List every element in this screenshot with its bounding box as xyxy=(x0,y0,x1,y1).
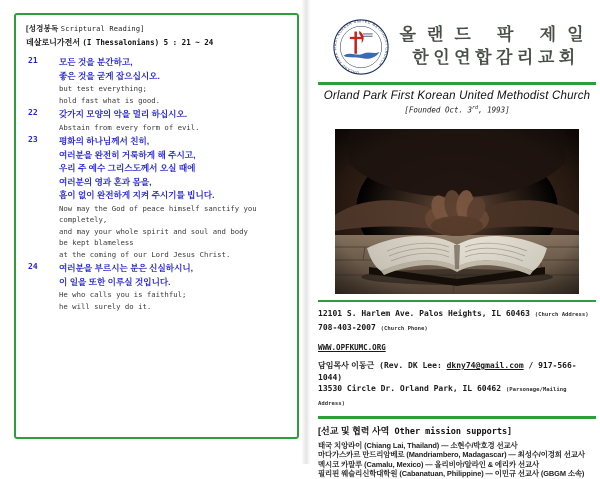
pastor-name-korean: 담임목사 이동근 xyxy=(318,361,375,370)
cover-photo xyxy=(335,129,579,294)
scripture-reference xyxy=(26,37,289,48)
verse-body xyxy=(59,108,289,133)
page-fold-divider xyxy=(302,0,310,464)
green-rule-top xyxy=(318,82,596,85)
verse-number: 24 xyxy=(28,262,38,271)
church-phone: 708-403-2007 xyxy=(318,322,381,332)
missions-list xyxy=(318,441,596,479)
church-name-korean-line1: 올랜드 팍 제일 xyxy=(399,25,595,44)
verse-english-line: and may your whole spirit and soul and body xyxy=(59,226,248,236)
scripture-page xyxy=(14,13,299,439)
mission-item: 필리핀 웨슬리신학대학원 (Cabanatuan, Philippine) — 이민규 선교사 (GBGM 소속) xyxy=(318,469,585,479)
founded-suffix: , 1993] xyxy=(478,105,510,115)
scripture-section-label-korean: [성경봉독 xyxy=(26,24,59,33)
pastor-title-english: (Rev. DK Lee: xyxy=(374,361,447,370)
mission-item: 태국 치앙라이 (Chiang Lai, Thailand) — 소현수/박호경 선교사 xyxy=(318,440,518,450)
contact-block xyxy=(318,308,596,410)
scripture-reference-korean: 데살로니가전서 xyxy=(26,38,81,47)
cover-page xyxy=(318,18,596,479)
parsonage-address-line xyxy=(318,383,596,410)
church-address: 12101 S. Harlem Ave. Palos Heights, IL 60463 xyxy=(318,309,535,318)
church-name-english: Orland Park First Korean United Methodist Church xyxy=(323,90,591,102)
verse-list xyxy=(26,56,289,312)
church-name-korean xyxy=(390,24,596,70)
church-name-korean-line2: 한인연합감리교회 xyxy=(412,48,580,67)
verse-korean-line: 여러분을 완전히 거룩하게 해 주시고, xyxy=(59,149,196,160)
church-phone-line xyxy=(318,322,596,336)
verse-body xyxy=(59,262,289,312)
verse-row xyxy=(26,135,289,260)
verse-korean-line: 흠이 없이 완전하게 지켜 주시기를 빕니다. xyxy=(59,190,215,200)
verse-korean-line: 이 일을 또한 이루실 것입니다. xyxy=(59,276,171,287)
verse-body xyxy=(59,56,289,106)
church-address-caption: (Church Address) xyxy=(534,312,589,318)
verse-english-line: be kept blameless xyxy=(59,238,134,247)
verse-number: 23 xyxy=(28,135,38,144)
verse-row xyxy=(26,262,289,312)
green-rule-contact-top xyxy=(318,300,596,303)
church-seal-logo xyxy=(332,18,390,76)
verse-korean-line: 여러분의 영과 혼과 몸을, xyxy=(59,176,152,187)
founded-prefix: [Founded Oct. 3 xyxy=(404,105,473,115)
praying-hands-bible-photo xyxy=(335,129,579,294)
verse-english-line: He who calls you is faithful; xyxy=(59,290,187,299)
church-address-line xyxy=(318,308,596,322)
verse-english-line: he will surely do it. xyxy=(59,301,152,311)
founded-date xyxy=(318,105,596,115)
verse-korean-line: 갖가지 모양의 악을 멀리 하십시오. xyxy=(59,109,188,119)
verse-body xyxy=(59,135,289,260)
parsonage-address-caption: (Parsonage/Mailing Address) xyxy=(318,387,567,407)
green-rule-contact-bottom xyxy=(318,416,596,419)
missions-title-english: Other mission supports] xyxy=(389,426,513,437)
verse-korean-line: 평화의 하나님께서 친히, xyxy=(59,136,150,146)
verse-english-line: hold fast what is good. xyxy=(59,95,161,105)
church-phone-caption: (Church Phone) xyxy=(380,325,428,332)
verse-korean-line: 우리 주 예수 그리스도께서 오실 때에 xyxy=(59,163,196,173)
verse-number: 22 xyxy=(28,108,38,117)
masthead xyxy=(318,18,596,76)
pastor-email-link[interactable]: dkny74@gmail.com xyxy=(446,361,524,370)
scripture-section-label xyxy=(26,23,289,34)
verse-number: 21 xyxy=(28,56,38,65)
verse-korean-line: 여러분을 부르시는 분은 신실하시니, xyxy=(59,263,194,273)
verse-english-line: Now may the God of peace himself sanctify you completely, xyxy=(59,203,257,224)
pastor-phone: / 917-566-1044) xyxy=(318,361,577,382)
scripture-section-label-english: Scriptural Reading] xyxy=(60,25,145,33)
verse-korean-line: 모든 것을 분간하고, xyxy=(59,57,133,67)
mission-item: 마다가스카르 만드리암베로 (Mandriambero, Madagascar) — 최성수/이경희 선교사 xyxy=(318,450,585,460)
church-website-link[interactable]: WWW.OPFKUMC.ORG xyxy=(318,343,386,352)
scripture-reference-english: (I Thessalonians) 5 : 21 ~ 24 xyxy=(82,38,214,47)
missions-title-korean: [선교 및 협력 사역 xyxy=(318,425,390,436)
missions-section-title xyxy=(318,424,596,437)
verse-english-line: but test everything; xyxy=(59,84,147,93)
verse-row xyxy=(26,108,289,133)
verse-english-line: at the coming of our Lord Jesus Christ. xyxy=(59,249,231,259)
parsonage-address: 13530 Circle Dr. Orland Park, IL 60462 xyxy=(318,384,506,393)
verse-row xyxy=(26,56,289,106)
pastor-line xyxy=(318,360,596,383)
mission-item: 멕시코 카말루 (Camalu, Mexico) — 올리비아/알라인 & 에리카 선교사 xyxy=(318,459,540,469)
verse-korean-line: 좋은 것을 굳게 잡으십시오. xyxy=(59,70,160,81)
pastor-block xyxy=(318,360,596,410)
verse-english-line: Abstain from every form of evil. xyxy=(59,122,200,132)
founded-ordinal: rd xyxy=(472,105,479,111)
seal-circular-text: ORLAND PARK FIRST KOREAN UNITED METHODIST CHURCH xyxy=(333,19,389,75)
